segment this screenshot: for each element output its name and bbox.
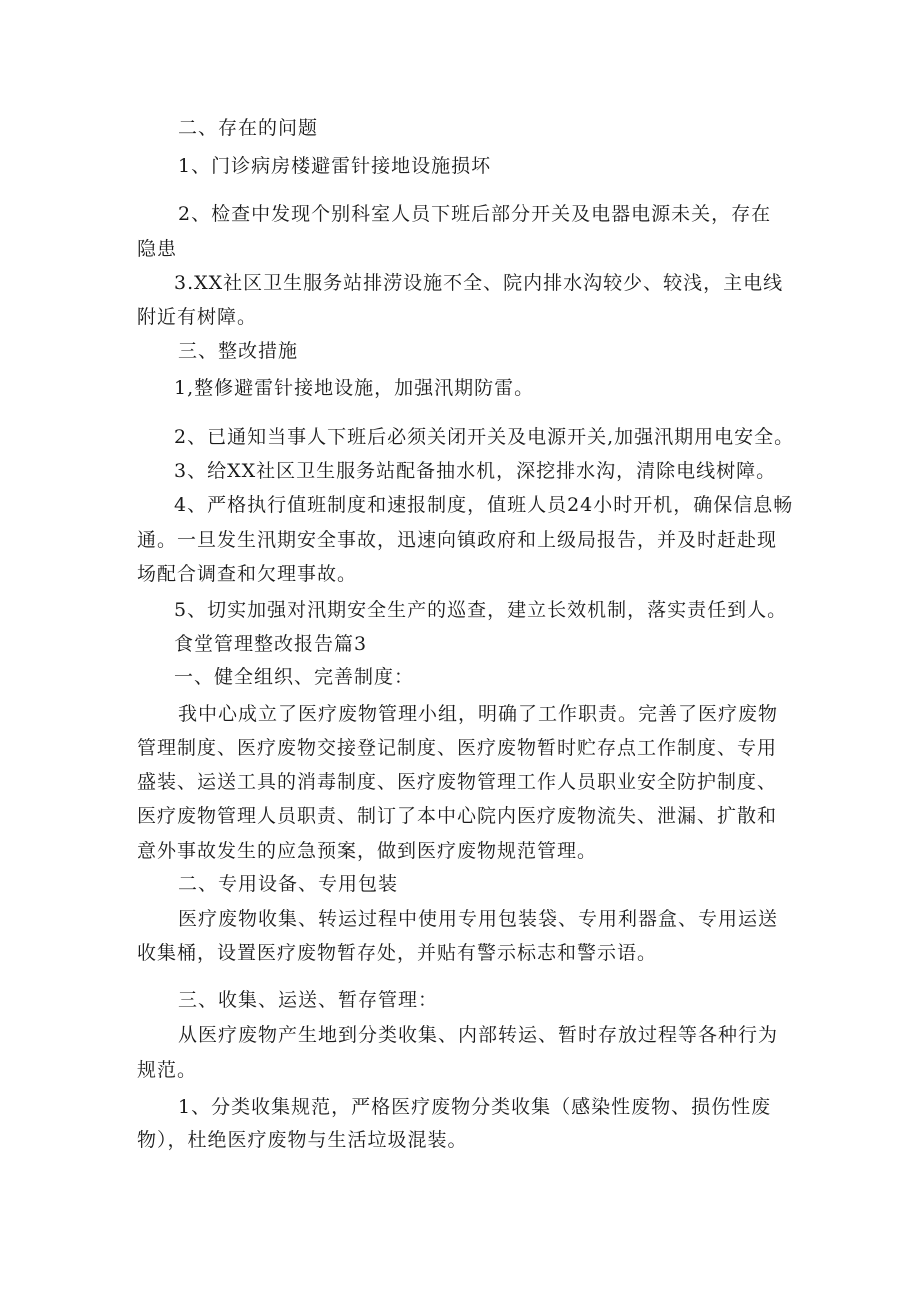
paragraph-line: 盛装、运送工具的消毒制度、医疗废物管理工作人员职业安全防护制度、 bbox=[137, 771, 778, 793]
paragraph-line: 物），杜绝医疗废物与生活垃圾混装。 bbox=[137, 1129, 468, 1151]
paragraph-line: 3、给XX社区卫生服务站配备抽水机，深挖排水沟，清除电线树障。 bbox=[174, 460, 777, 482]
paragraph-line: 1、门诊病房楼避雷针接地设施损坏 bbox=[178, 155, 492, 177]
paragraph-line: 3.XX社区卫生服务站排涝设施不全、院内排水沟较少、较浅，主电线 bbox=[174, 272, 784, 294]
paragraph-line: 4、严格执行值班制度和速报制度，值班人员24小时开机，确保信息畅 bbox=[174, 494, 794, 516]
paragraph-line: 意外事故发生的应急预案，做到医疗废物规范管理。 bbox=[137, 840, 598, 862]
heading-collection: 三、收集、运送、暂存管理： bbox=[178, 989, 439, 1011]
section-title: 食堂管理整改报告篇3 bbox=[174, 633, 368, 655]
paragraph-line: 规范。 bbox=[137, 1059, 198, 1081]
paragraph-line: 我中心成立了医疗废物管理小组，明确了工作职责。完善了医疗废物 bbox=[178, 703, 779, 725]
paragraph-line: 1,整修避雷针接地设施，加强汛期防雷。 bbox=[174, 377, 535, 399]
paragraph-line: 1、分类收集规范，严格医疗废物分类收集（感染性废物、损伤性废 bbox=[178, 1096, 772, 1118]
paragraph-line: 附近有树障。 bbox=[137, 306, 258, 328]
paragraph-line: 2、检查中发现个别科室人员下班后部分开关及电器电源未关，存在 bbox=[178, 203, 772, 225]
paragraph-line: 场配合调查和欠理事故。 bbox=[137, 563, 358, 585]
paragraph-line: 医疗废物管理人员职责、制订了本中心院内医疗废物流失、泄漏、扩散和 bbox=[137, 805, 778, 827]
paragraph-line: 隐患 bbox=[137, 238, 178, 260]
heading-organization: 一、健全组织、完善制度： bbox=[174, 666, 415, 688]
paragraph-line: 2、已通知当事人下班后必须关闭开关及电源开关,加强汛期用电安全。 bbox=[174, 426, 795, 448]
paragraph-line: 管理制度、医疗废物交接登记制度、医疗废物暂时贮存点工作制度、专用 bbox=[137, 737, 778, 759]
paragraph-line: 从医疗废物产生地到分类收集、内部转运、暂时存放过程等各种行为 bbox=[178, 1024, 779, 1046]
paragraph-line: 医疗废物收集、转运过程中使用专用包装袋、专用利器盒、专用运送 bbox=[178, 908, 779, 930]
paragraph-line: 收集桶，设置医疗废物暂存处，并贴有警示标志和警示语。 bbox=[137, 942, 658, 964]
heading-problems: 二、存在的问题 bbox=[178, 117, 319, 139]
heading-measures: 三、整改措施 bbox=[178, 340, 299, 362]
heading-equipment: 二、专用设备、专用包装 bbox=[178, 873, 399, 895]
paragraph-line: 通。一旦发生汛期安全事故，迅速向镇政府和上级局报告，并及时赶赴现 bbox=[137, 529, 778, 551]
paragraph-line: 5、切实加强对汛期安全生产的巡查，建立长效机制，落实责任到人。 bbox=[174, 599, 788, 621]
